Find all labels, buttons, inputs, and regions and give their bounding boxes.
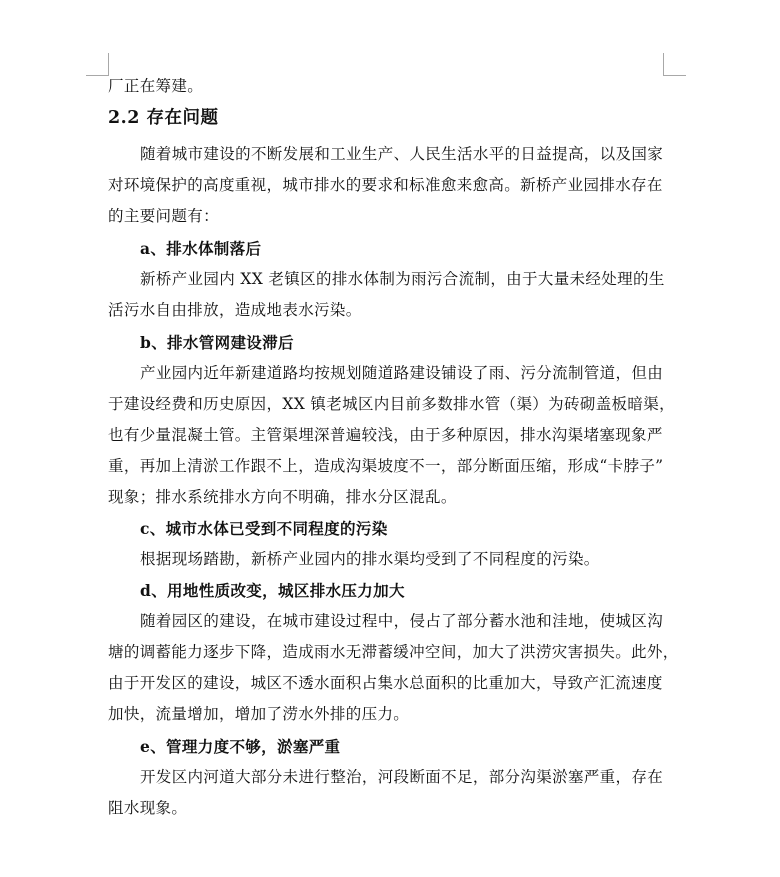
margin-corner-mark-top-left bbox=[86, 53, 109, 76]
paragraph-line: 活污水自由排放，造成地表水污染。 bbox=[108, 301, 362, 319]
subheading-c: c、城市水体已受到不同程度的污染 bbox=[140, 519, 388, 538]
subheading-a: a、排水体制落后 bbox=[140, 239, 262, 258]
subheading-d: d、用地性质改变，城区排水压力加大 bbox=[140, 581, 405, 600]
paragraph-line: 阻水现象。 bbox=[108, 799, 188, 817]
paragraph-line: 由于开发区的建设，城区不透水面积占集水总面积的比重加大，导致产汇流速度 bbox=[108, 674, 663, 692]
intro-line: 随着城市建设的不断发展和工业生产、人民生活水平的日益提高，以及国家 bbox=[140, 145, 664, 163]
subheading-e: e、管理力度不够，淤塞严重 bbox=[140, 737, 341, 756]
intro-line: 的主要问题有： bbox=[108, 207, 219, 225]
paragraph-line: 加快，流量增加，增加了涝水外排的压力。 bbox=[108, 705, 410, 723]
paragraph-line: 根据现场踏勘，新桥产业园内的排水渠均受到了不同程度的污染。 bbox=[140, 550, 600, 568]
paragraph-line: 新桥产业园内 XX 老镇区的排水体制为雨污合流制，由于大量未经处理的生 bbox=[140, 270, 665, 288]
section-heading: 2.2 存在问题 bbox=[108, 108, 219, 128]
paragraph-line: 开发区内河道大部分未进行整治，河段断面不足，部分沟渠淤塞严重，存在 bbox=[140, 768, 664, 786]
paragraph-line: 塘的调蓄能力逐步下降，造成雨水无滞蓄缓冲空间，加大了洪涝灾害损失。此外， bbox=[108, 643, 679, 661]
paragraph-line: 随着园区的建设，在城市建设过程中，侵占了部分蓄水池和洼地，使城区沟 bbox=[140, 612, 664, 630]
paragraph-line: 产业园内近年新建道路均按规划随道路建设铺设了雨、污分流制管道，但由 bbox=[140, 364, 664, 382]
paragraph-line: 也有少量混凝土管。主管渠埋深普遍较浅，由于多种原因，排水沟渠堵塞现象严 bbox=[108, 426, 663, 444]
continuation-text: 厂正在筹建。 bbox=[108, 77, 204, 95]
paragraph-line: 重，再加上清淤工作跟不上，造成沟渠坡度不一，部分断面压缩，形成“卡脖子” bbox=[108, 457, 664, 475]
paragraph-line: 于建设经费和历史原因，XX 镇老城区内目前多数排水管（渠）为砖砌盖板暗渠， bbox=[108, 395, 675, 413]
paragraph-line: 现象；排水系统排水方向不明确，排水分区混乱。 bbox=[108, 488, 457, 506]
margin-corner-mark-top-right bbox=[663, 53, 686, 76]
subheading-b: b、排水管网建设滞后 bbox=[140, 333, 294, 352]
intro-line: 对环境保护的高度重视，城市排水的要求和标准愈来愈高。新桥产业园排水存在 bbox=[108, 176, 663, 194]
